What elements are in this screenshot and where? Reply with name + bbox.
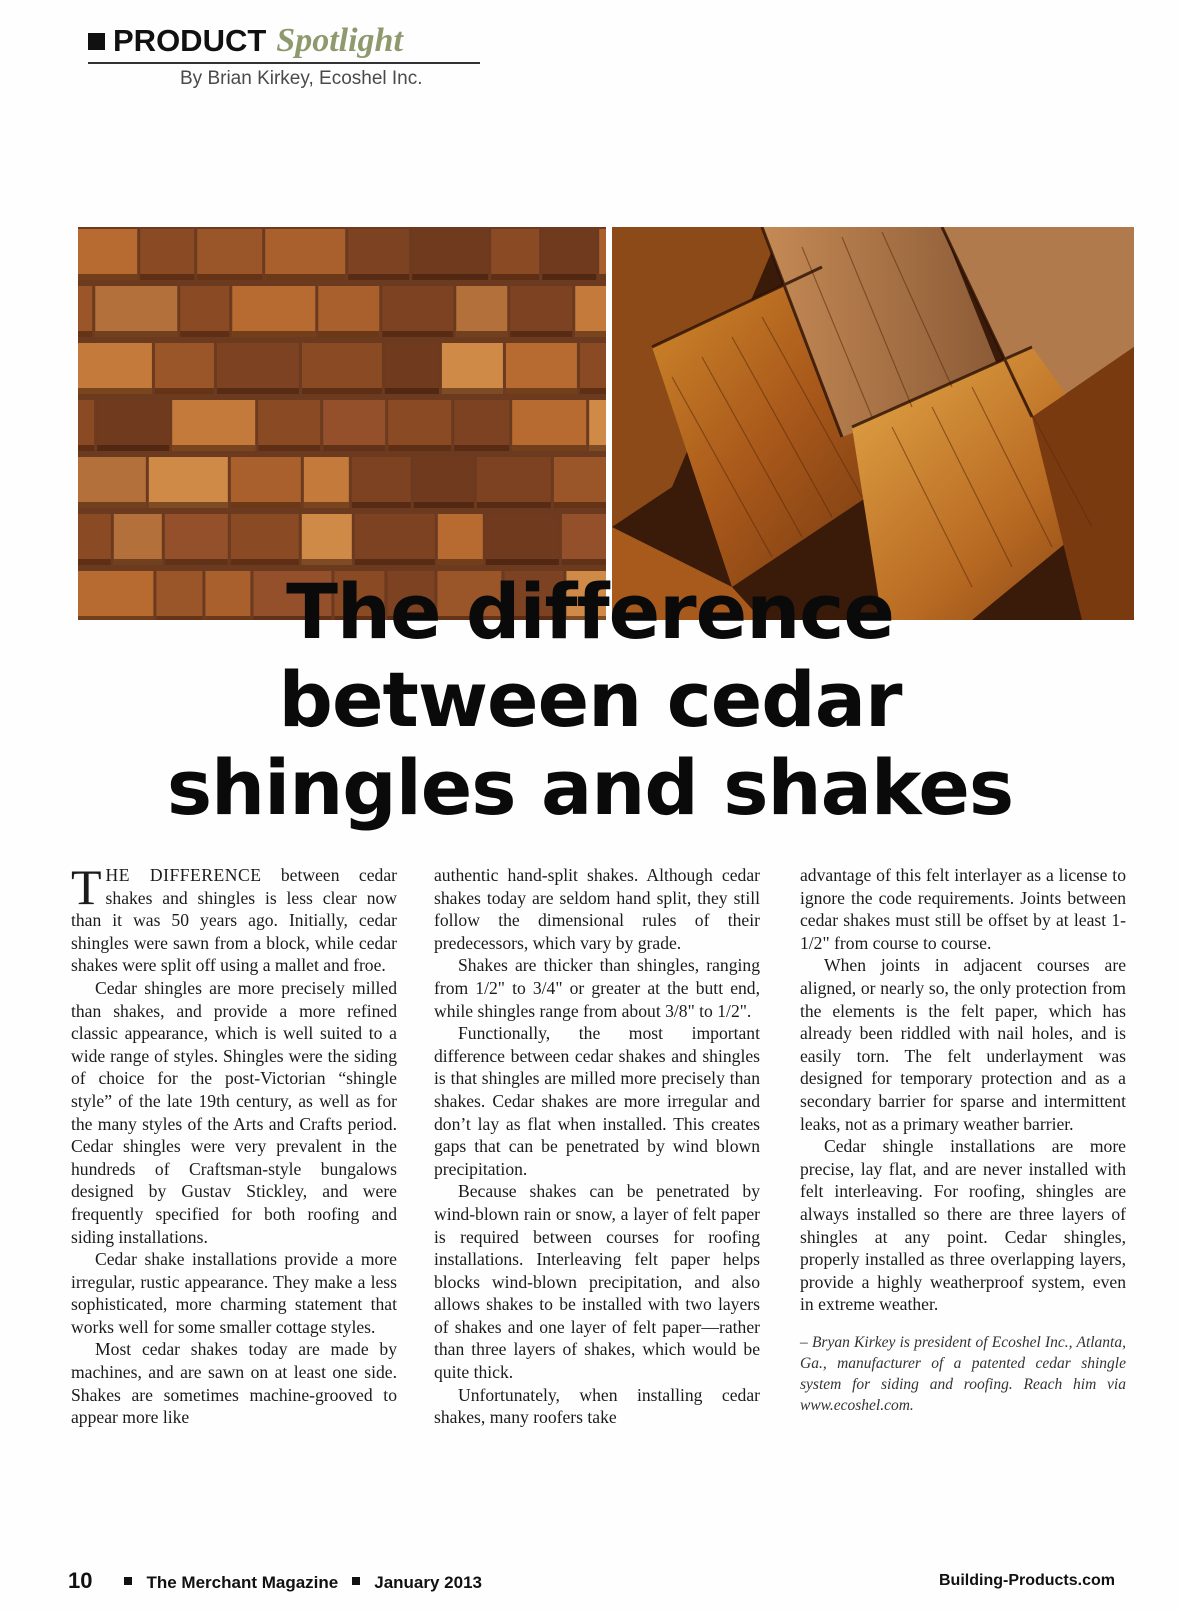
section-header [88,22,480,60]
page-number: 10 [68,1568,93,1593]
paragraph [71,859,397,977]
shingle-shadow [217,388,299,394]
shingle-tile [580,343,606,394]
shingle-tile [477,457,551,508]
shingle-tile [217,343,299,394]
shingle-tile [348,229,409,280]
section-accent: Spotlight [276,22,403,59]
shingle-shadow [114,559,162,565]
shingle-shadow [140,274,194,280]
shingle-tile [510,286,572,337]
shingle-shadow [318,331,379,337]
paragraph: authentic hand-split shakes. Although cedar shakes today are seldom hand split, they still follow the dimensional rules of their predecessors, which vary by grade. [434,865,760,953]
shingle-tile [265,229,345,280]
byline: By Brian Kirkey, Ecoshel Inc. [180,68,423,89]
paragraph: advantage of this felt interlayer as a license to ignore the code requirements. Joints between cedar shakes must still be offset by at least 1-1/2" from course to course. [800,865,1126,953]
shingle-tile [114,514,162,565]
shingle-shadow [382,331,453,337]
shingle-shadow [589,445,606,451]
shingle-tile [149,457,228,508]
shingle-tile [231,514,299,565]
shingle-tile [486,514,559,565]
shingle-tile [78,286,92,337]
shingle-shadow [172,445,255,451]
shingle-tile [562,514,606,565]
shingle-tile [438,514,483,565]
shingle-shadow [348,274,409,280]
shingle-shadow [388,445,451,451]
shingle-shadow [78,502,146,508]
paragraph: Unfortunately, when installing cedar shakes, many roofers take [434,1384,760,1428]
shingle-tile [78,400,94,451]
shingle-shadow [385,388,439,394]
shingle-shadow [512,445,586,451]
paragraph: Cedar shake installations provide a more irregular, rustic appearance. They make a less sophisticated, more charming statement that works well for some smaller cottage styles. [71,1249,397,1337]
shingle-tile [78,514,111,565]
shingle-tile [231,457,301,508]
shingle-shadow [575,331,606,337]
shingle-tile [352,457,411,508]
shingle-tile [180,286,229,337]
shingle-shadow [304,502,349,508]
shingle-shadow [97,445,169,451]
shingle-tile [318,286,379,337]
section-title [88,22,480,60]
shingle-tile [78,343,152,394]
shake-closeup-illustration [612,227,1134,620]
paragraph: Because shakes can be penetrated by wind-blown rain or snow, a layer of felt paper is required between courses for roofing installations. Interleaving felt paper helps blocks wind-blown precipitation, and also allows shakes to be installed with two layers of shakes and one layer of felt paper—rather than three layers of shakes, which would be quite thick. [434,1181,760,1383]
section-rule [88,62,480,64]
shingle-tile [599,229,606,280]
shingle-shadow [454,445,509,451]
shingle-shadow [599,274,606,280]
shingle-tile [355,514,435,565]
shingle-shadow [95,331,177,337]
article-headline [60,568,1120,832]
shingle-shadow [456,331,507,337]
shingle-tile [454,400,509,451]
shingle-tile [172,400,255,451]
shingle-shadow [197,274,262,280]
square-bullet-icon [124,1577,132,1585]
shingle-shadow [542,274,596,280]
shingle-shadow [438,559,483,565]
article-column-2 [434,864,760,1429]
square-bullet-icon [88,33,105,50]
shingle-shadow [231,559,299,565]
issue-date: January 2013 [374,1573,482,1592]
shingle-tile [456,286,507,337]
shingle-tile [78,457,146,508]
shingle-shadow [510,331,572,337]
shingle-shadow [302,388,382,394]
shingle-shadow [323,445,385,451]
page-footer [68,1568,482,1594]
shingle-shadow [78,274,137,280]
shingle-tile [78,229,137,280]
shingle-tile [442,343,503,394]
shingle-shadow [155,388,214,394]
shingle-shadow [442,388,503,394]
shingle-tile [304,457,349,508]
shingle-shadow [486,559,559,565]
headline-line-1: The difference [286,567,894,656]
shingle-shadow [258,445,320,451]
shingle-tile [165,514,228,565]
paragraph: Cedar shingles are more precisely milled than shakes, and provide a more refined classic appearance, which is well suited to a wide range of styles. Shingles were the siding of choice for the post-Victorian “shingle style” of the late 19th century, as well as for the many styles of the Arts and Crafts period. Cedar shingles were very prevalent in the hundreds of Craftsman-style bungalows designed by Gustav Stickley, and were frequently specified for both roofing and siding installations. [71,977,397,1247]
shingle-tile [323,400,385,451]
shingle-shadow [78,445,94,451]
section-label: PRODUCT [113,23,267,58]
shingle-tile [388,400,451,451]
shingle-tile [382,286,453,337]
shingle-tile [140,229,194,280]
paragraph: When joints in adjacent courses are aligned, or nearly so, the only protection from the elements is the felt paper, which has already been riddled with nail holes, and is easily torn. The felt underlayment was designed for temporary protection and as a secondary barrier for sparse and intermittent leaks, not as a primary weather barrier. [800,955,1126,1134]
website-link[interactable]: Building-Products.com [939,1572,1115,1589]
shingle-shadow [78,388,152,394]
publication-name: The Merchant Magazine [146,1573,339,1592]
shingle-shadow [355,559,435,565]
paragraph: Functionally, the most important difference between cedar shakes and shingles is that shingles are milled more precisely than shakes. Cedar shakes are more irregular and don’t lay as flat when installed. This creates gaps that can be penetrated by wind blown precipitation. [434,1023,760,1179]
shingle-tile [491,229,539,280]
shingle-tile [506,343,577,394]
shingle-tile [197,229,262,280]
shingle-shadow [580,388,606,394]
shingle-shadow [149,502,228,508]
shingle-shadow [554,502,606,508]
lead-in: HE DIFFERENCE [105,865,262,885]
drop-cap: T [71,859,102,915]
shingle-tile [95,286,177,337]
shingle-shadow [412,274,488,280]
shingle-shadow [562,559,606,565]
cedar-shake-closeup-photo [612,227,1134,620]
shingle-shadow [265,274,345,280]
shingle-tile [385,343,439,394]
shingle-tile [302,514,352,565]
shingle-tile [554,457,606,508]
headline-line-2: between cedar [278,655,902,744]
paragraph-text: between cedar shakes and shingles is less clear now than it was 50 years ago. Initially, cedar shingles were sawn from a block, while cedar shakes were split off using a mallet and froe. [71,865,397,976]
shingle-tile [575,286,606,337]
cedar-shingle-siding-photo [78,227,606,620]
shingle-tile [155,343,214,394]
author-bio: – Bryan Kirkey is president of Ecoshel Inc., Atlanta, Ga., manufacturer of a patented cedar shingle system for siding and roofing. Reach him via www.ecoshel.com. [800,1333,1126,1414]
shingle-tile [512,400,586,451]
paragraph: Most cedar shakes today are made by machines, and are sawn on at least one side. Shakes are sometimes machine-grooved to appear more like [71,1339,397,1428]
shingle-tile [589,400,606,451]
shingle-shadow [491,274,539,280]
paragraph: Cedar shingle installations are more precise, lay flat, and are never installed with felt interleaving. For roofing, shingles are always installed so there are three layers of shingles at any point. Cedar shingles, properly installed as three overlapping layers, provide a highly weatherproof system, even in extreme weather. [800,1136,1126,1315]
shingle-shadow [477,502,551,508]
shingle-shadow [165,559,228,565]
shingle-tile [302,343,382,394]
shingle-shadow [78,331,92,337]
shingle-shadow [352,502,411,508]
shingle-tile [258,400,320,451]
shingle-tile [232,286,315,337]
shingle-shadow [78,559,111,565]
article-column-1 [71,859,397,1429]
paragraph: Shakes are thicker than shingles, ranging from 1/2" to 3/4" or greater at the butt end, while shingles range from about 3/8" to 1/2". [434,955,760,1021]
shingle-shadow [231,502,301,508]
square-bullet-icon [352,1577,360,1585]
shingle-shadow [180,331,229,337]
shingle-siding-illustration [78,227,606,620]
shingle-shadow [506,388,577,394]
shingle-shadow [302,559,352,565]
article-column-3 [800,864,1126,1416]
shingle-tile [97,400,169,451]
shingle-shadow [414,502,474,508]
shingle-tile [542,229,596,280]
shingle-tile [412,229,488,280]
headline-line-3: shingles and shakes [166,743,1014,832]
shingle-tile [414,457,474,508]
shingle-shadow [232,331,315,337]
